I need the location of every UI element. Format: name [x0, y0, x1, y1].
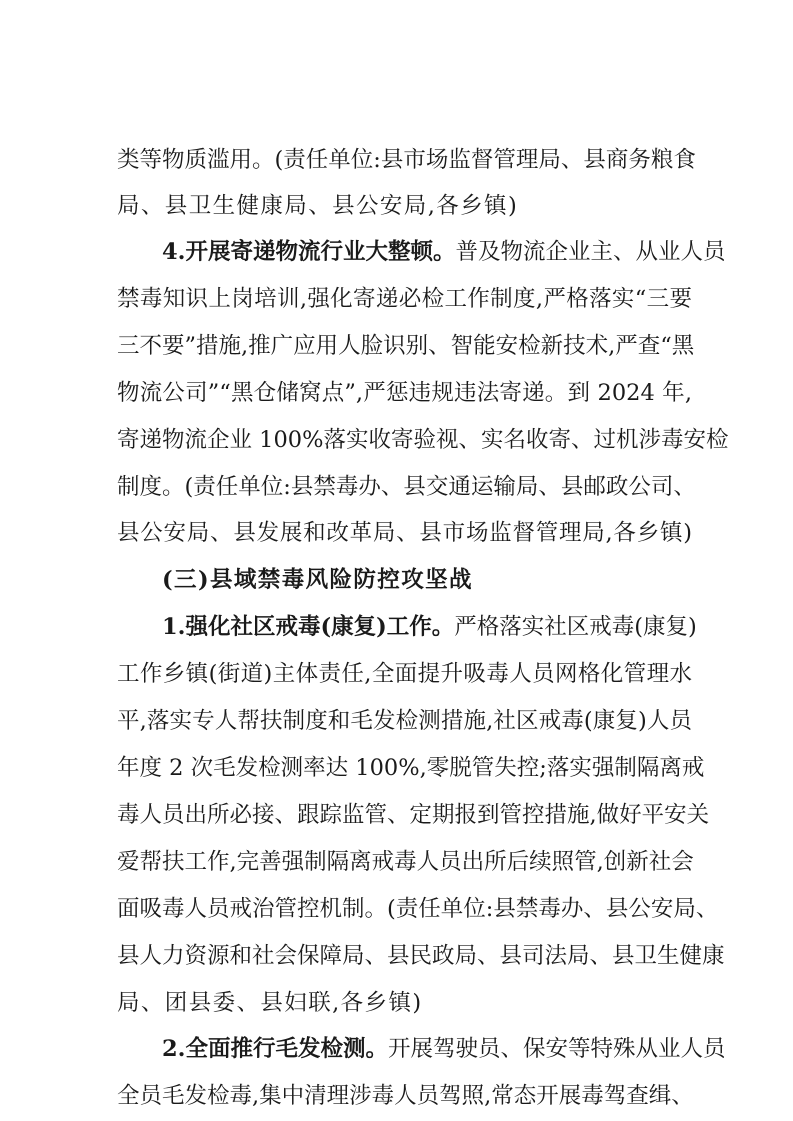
text-line: 面吸毒人员戒治管控机制。(责任单位:县禁毒办、县公安局、 [117, 896, 719, 922]
subsection-heading [162, 560, 692, 600]
text-line: 三不要”措施,推广应用人脸识别、智能安检新技术,严查“黑 [117, 333, 695, 359]
text-line: 年度 2 次毛发检测率达 100%,零脱管失控;落实强制隔离戒 [117, 755, 705, 781]
text-line: 毒人员出所必接、跟踪监管、定期报到管控措施,做好平安关 [117, 802, 710, 828]
section-heading-line: 1.强化社区戒毒(康复)工作。严格落实社区戒毒(康复) [162, 614, 697, 640]
section-heading-line: 2.全面推行毛发检测。开展驾驶员、保安等特殊从业人员 [162, 1036, 726, 1062]
text-line: 局、县卫生健康局、县公安局,各乡镇) [117, 193, 519, 219]
text-line: 平,落实专人帮扶制度和毛发检测措施,社区戒毒(康复)人员 [117, 708, 692, 734]
text-line: 爱帮扶工作,完善强制隔离戒毒人员出所后续照管,创新社会 [117, 849, 694, 875]
text-line: 寄递物流企业 100%落实收寄验视、实名收寄、过机涉毒安检 [117, 427, 729, 453]
heading-bold: 1.强化社区戒毒(康复)工作。 [162, 614, 455, 640]
text-line: 县公安局、县发展和改革局、县市场监督管理局,各乡镇) [117, 520, 692, 546]
heading-bold: 2.全面推行毛发检测。 [162, 1036, 388, 1062]
text-line: 制度。(责任单位:县禁毒办、县交通运输局、县邮政公司、 [117, 474, 696, 500]
heading-bold: 4.开展寄递物流行业大整顿。 [162, 239, 456, 265]
heading-bold: (三)县域禁毒风险防控攻坚战 [162, 567, 473, 593]
section-heading-line: 4.开展寄递物流行业大整顿。普及物流企业主、从业人员 [162, 239, 726, 265]
text-line: 类等物质滥用。(责任单位:县市场监督管理局、县商务粮食 [117, 147, 696, 173]
text-line: 禁毒知识上岗培训,强化寄递必检工作制度,严格落实“三要 [117, 286, 692, 312]
text-line: 县人力资源和社会保障局、县民政局、县司法局、县卫生健康 [117, 943, 725, 969]
text-line: 物流公司”“黑仓储窝点”,严惩违规违法寄递。到 2024 年, [117, 380, 692, 406]
text-line: 工作乡镇(街道)主体责任,全面提升吸毒人员网格化管理水 [117, 661, 692, 687]
text-line: 局、团县委、县妇联,各乡镇) [117, 990, 423, 1016]
text-line: 全员毛发检毒,集中清理涉毒人员驾照,常态开展毒驾查缉、 [117, 1083, 694, 1109]
